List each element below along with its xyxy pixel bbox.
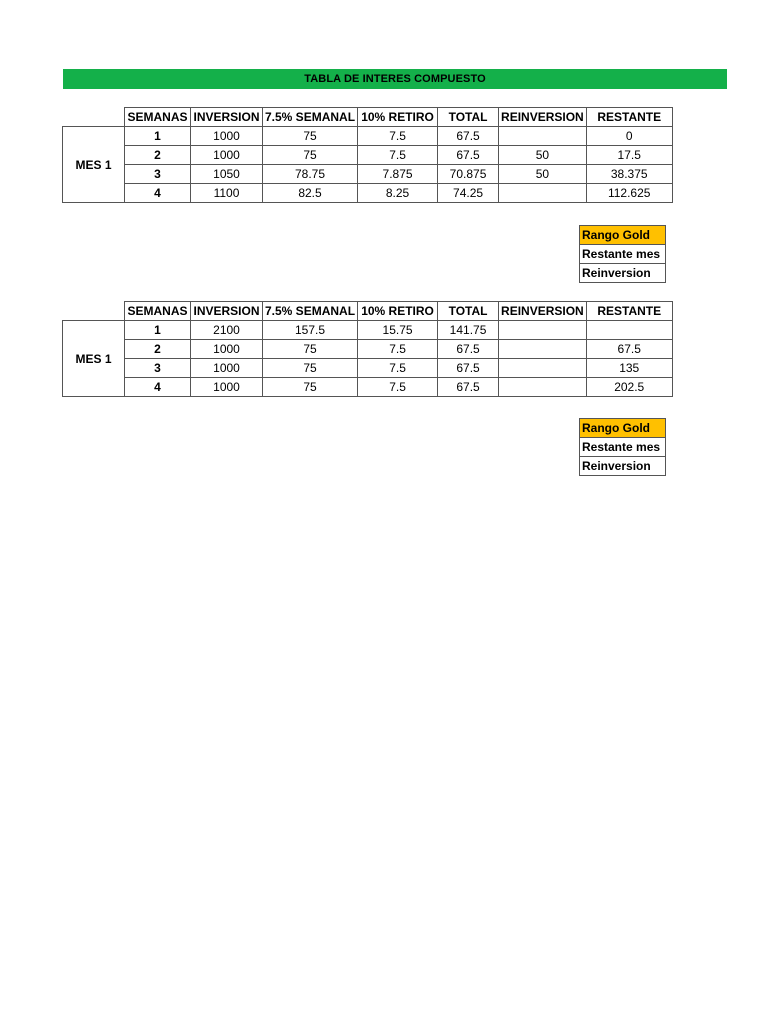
table-cell[interactable]: 157.5 (263, 321, 358, 340)
table-row (63, 340, 673, 359)
table-cell[interactable]: 7.5 (358, 127, 438, 146)
rank-summary-2 (579, 418, 666, 476)
table-cell[interactable] (499, 321, 587, 340)
table-cell[interactable]: 67.5 (438, 146, 499, 165)
table-cell[interactable] (499, 340, 587, 359)
table-row (63, 378, 673, 397)
header-cell[interactable]: REINVERSION (499, 108, 587, 127)
table-cell[interactable]: 17.5 (586, 146, 672, 165)
table-cell[interactable]: 7.5 (358, 340, 438, 359)
table-cell[interactable]: 1050 (191, 165, 263, 184)
table-cell[interactable]: 1100 (191, 184, 263, 203)
table-cell[interactable]: 75 (263, 127, 358, 146)
table-cell[interactable]: 8.25 (358, 184, 438, 203)
interest-table-1 (62, 107, 673, 203)
table-cell[interactable]: 2 (125, 146, 191, 165)
header-cell[interactable]: TOTAL (438, 302, 499, 321)
reinversion-cell[interactable]: Reinversion (580, 264, 666, 283)
table-cell[interactable]: 1000 (191, 359, 263, 378)
table-cell[interactable]: 67.5 (438, 378, 499, 397)
table-cell[interactable]: 7.5 (358, 378, 438, 397)
table-cell[interactable]: 202.5 (586, 378, 672, 397)
table-cell[interactable]: 7.5 (358, 146, 438, 165)
header-cell[interactable]: 7.5% SEMANAL (263, 108, 358, 127)
table-row (63, 165, 673, 184)
table-cell[interactable]: 7.5 (358, 359, 438, 378)
header-cell[interactable]: REINVERSION (499, 302, 587, 321)
table-cell[interactable]: 0 (586, 127, 672, 146)
table-row (63, 359, 673, 378)
table-cell[interactable] (499, 378, 587, 397)
table-cell[interactable]: 75 (263, 340, 358, 359)
header-cell[interactable]: INVERSION (191, 108, 263, 127)
table-cell[interactable] (586, 321, 672, 340)
page-title: TABLA DE INTERES COMPUESTO (63, 69, 727, 89)
header-row (63, 108, 673, 127)
header-cell[interactable]: INVERSION (191, 302, 263, 321)
table-cell[interactable]: 1 (125, 127, 191, 146)
table-cell[interactable] (499, 127, 587, 146)
table-cell[interactable]: 4 (125, 378, 191, 397)
header-cell[interactable]: 7.5% SEMANAL (263, 302, 358, 321)
table-cell[interactable]: 1000 (191, 146, 263, 165)
table-row (63, 184, 673, 203)
restante-mes-cell[interactable]: Restante mes (580, 438, 666, 457)
table-cell[interactable] (499, 359, 587, 378)
rango-gold-cell[interactable]: Rango Gold (580, 226, 666, 245)
header-cell[interactable]: RESTANTE (586, 108, 672, 127)
header-cell[interactable]: 10% RETIRO (358, 108, 438, 127)
table-cell[interactable]: 112.625 (586, 184, 672, 203)
table-cell[interactable]: 4 (125, 184, 191, 203)
table-cell[interactable]: 1000 (191, 340, 263, 359)
table-cell[interactable]: 75 (263, 378, 358, 397)
rango-gold-cell[interactable]: Rango Gold (580, 419, 666, 438)
table-cell[interactable]: 3 (125, 359, 191, 378)
table-cell[interactable]: 50 (499, 165, 587, 184)
table-cell[interactable]: 75 (263, 146, 358, 165)
reinversion-cell[interactable]: Reinversion (580, 457, 666, 476)
table-cell[interactable]: 2 (125, 340, 191, 359)
table-cell[interactable]: 38.375 (586, 165, 672, 184)
table-cell[interactable]: 3 (125, 165, 191, 184)
table-cell[interactable]: 78.75 (263, 165, 358, 184)
table-cell[interactable]: 1000 (191, 378, 263, 397)
restante-mes-cell[interactable]: Restante mes (580, 245, 666, 264)
table-cell[interactable]: 1000 (191, 127, 263, 146)
month-label[interactable]: MES 1 (63, 321, 125, 397)
table-cell[interactable]: 74.25 (438, 184, 499, 203)
table-cell[interactable]: 82.5 (263, 184, 358, 203)
table-cell[interactable]: 67.5 (438, 127, 499, 146)
table-cell[interactable]: 15.75 (358, 321, 438, 340)
header-cell[interactable]: RESTANTE (586, 302, 672, 321)
table-cell[interactable]: 70.875 (438, 165, 499, 184)
table-cell[interactable] (499, 184, 587, 203)
table-cell[interactable]: 75 (263, 359, 358, 378)
header-cell[interactable]: SEMANAS (125, 108, 191, 127)
table-cell[interactable]: 141.75 (438, 321, 499, 340)
header-row (63, 302, 673, 321)
table-row (63, 146, 673, 165)
table-cell[interactable]: 135 (586, 359, 672, 378)
header-cell[interactable]: TOTAL (438, 108, 499, 127)
table-row (63, 127, 673, 146)
table-cell[interactable]: 1 (125, 321, 191, 340)
header-cell[interactable]: 10% RETIRO (358, 302, 438, 321)
table-cell[interactable]: 7.875 (358, 165, 438, 184)
table-cell[interactable]: 67.5 (586, 340, 672, 359)
month-label[interactable]: MES 1 (63, 127, 125, 203)
table-cell[interactable]: 2100 (191, 321, 263, 340)
table-cell[interactable]: 67.5 (438, 340, 499, 359)
table-row (63, 321, 673, 340)
table-cell[interactable]: 67.5 (438, 359, 499, 378)
interest-table-2 (62, 301, 673, 397)
header-cell[interactable]: SEMANAS (125, 302, 191, 321)
rank-summary-1 (579, 225, 666, 283)
table-cell[interactable]: 50 (499, 146, 587, 165)
